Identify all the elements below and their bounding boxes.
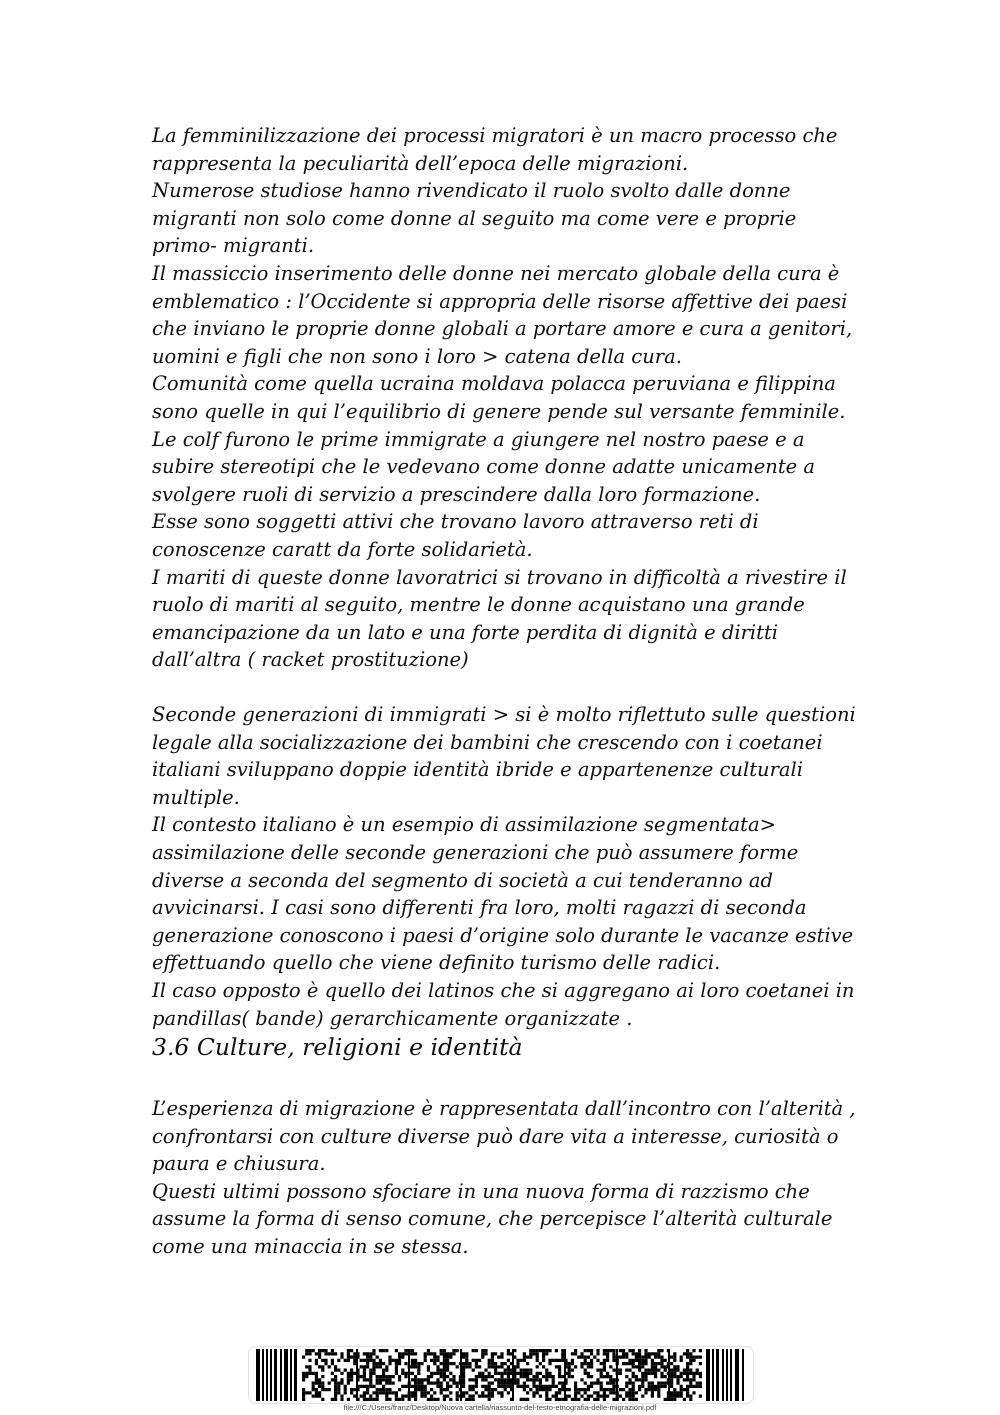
paragraph-block — [152, 122, 872, 674]
paragraph-block — [152, 1095, 872, 1261]
text-line: paura e chiusura. — [152, 1152, 326, 1176]
text-line: Seconde generazioni di immigrati > si è molto riflettuto sulle questioni — [152, 703, 856, 726]
section-heading: 3.6 Culture, religioni e identità — [152, 1033, 523, 1061]
text-line: svolgere ruoli di servizio a prescindere dalla loro formazione. — [152, 482, 761, 506]
text-line: Comunità come quella ucraina moldava polacca peruviana e filippina — [152, 372, 836, 396]
text-line: Le colf furono le prime immigrate a giungere nel nostro paese e a — [152, 427, 805, 451]
text-line: effettuando quello che viene definito turismo delle radici. — [152, 951, 721, 975]
text-line: migranti non solo come donne al seguito ma come vere e proprie — [152, 206, 797, 230]
text-line: Numerose studiose hanno rivendicato il ruolo svolto dalle donne — [152, 179, 791, 203]
text-line: Il caso opposto è quello dei latinos che si aggregano ai loro coetanei in — [152, 978, 855, 1002]
text-line: diverse a seconda del segmento di società a cui tenderanno ad — [152, 868, 773, 892]
text-line: subire stereotipi che le vedevano come donne adatte unicamente a — [152, 455, 816, 479]
text-line: Questi ultimi possono sfociare in una nuova forma di razzismo che — [152, 1179, 810, 1203]
text-line: L’esperienza di migrazione è rappresentata dall’incontro con l’alterità , — [152, 1097, 856, 1120]
text-line: primo- migranti. — [152, 234, 315, 258]
text-line: come una minaccia in se stessa. — [152, 1234, 469, 1258]
text-line: generazione conoscono i paesi d’origine solo durante le vacanze estive — [152, 923, 854, 947]
text-line: emblematico : l’Occidente si appropria delle risorse affettive dei paesi — [152, 289, 848, 313]
footer-file-path: file:///C:/Users/franz/Desktop/Nuova cartella/riassunto-del-testo-etnografia-delle-migrazioni.pdf — [343, 1403, 657, 1412]
text-line: Il contesto italiano è un esempio di assimilazione segmentata> — [152, 813, 776, 837]
text-line: dall’altra ( racket prostituzione) — [152, 648, 469, 672]
text-line: Esse sono soggetti attivi che trovano lavoro attraverso reti di — [152, 510, 759, 534]
text-line: ruolo di mariti al seguito, mentre le donne acquistano una grande — [152, 593, 805, 617]
text-line: emancipazione da un lato e una forte perdita di dignità e diritti — [152, 620, 779, 644]
text-line: sono quelle in qui l’equilibrio di genere pende sul versante femminile. — [152, 399, 846, 423]
text-line: italiani sviluppano doppie identità ibride e appartenenze culturali — [152, 758, 804, 782]
text-line: conoscenze caratt da forte solidarietà. — [152, 537, 533, 561]
barcode-footer — [248, 1346, 754, 1406]
text-line: uomini e figli che non sono i loro > catena della cura. — [152, 344, 682, 368]
text-line: La femminilizzazione dei processi migratori è un macro processo che — [152, 124, 838, 147]
text-line: pandillas( bande) gerarchicamente organizzate . — [152, 1006, 633, 1030]
barcode-icon — [256, 1349, 746, 1401]
text-line: assimilazione delle seconde generazioni che può assumere forme — [152, 840, 799, 864]
text-line: confrontarsi con culture diverse può dare vita a interesse, curiosità o — [152, 1124, 839, 1148]
text-line: Il massiccio inserimento delle donne nei mercato globale della cura è — [152, 261, 840, 285]
text-line: multiple. — [152, 785, 240, 809]
text-line: assume la forma di senso comune, che percepisce l’alterità culturale — [152, 1207, 833, 1231]
text-line: che inviano le proprie donne globali a portare amore e cura a genitori, — [152, 317, 853, 341]
text-line: avvicinarsi. I casi sono differenti fra loro, molti ragazzi di seconda — [152, 896, 807, 920]
paragraph-block — [152, 701, 872, 1032]
text-line: I mariti di queste donne lavoratrici si trovano in difficoltà a rivestire il — [152, 565, 847, 589]
text-line: legale alla socializzazione dei bambini che crescendo con i coetanei — [152, 730, 823, 754]
text-line: rappresenta la peculiarità dell’epoca delle migrazioni. — [152, 151, 689, 175]
